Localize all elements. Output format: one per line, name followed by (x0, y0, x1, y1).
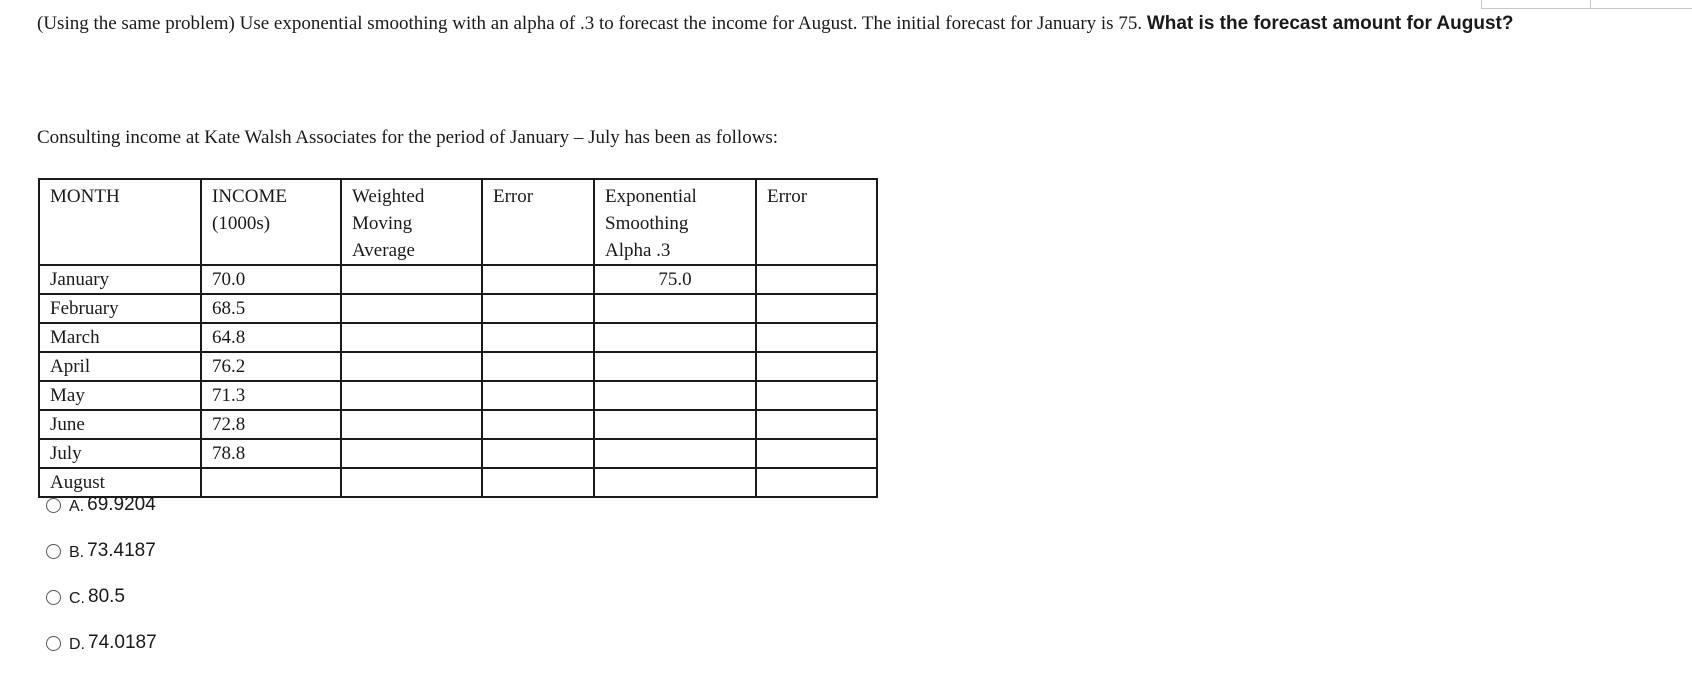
exp-cell (594, 439, 756, 468)
income-cell: 64.8 (201, 323, 341, 352)
income-cell: 76.2 (201, 352, 341, 381)
month-cell: July (39, 439, 201, 468)
table-row (39, 381, 877, 410)
header-exp-line1: Exponential (605, 186, 697, 207)
error-2-cell (756, 294, 877, 323)
intro-text: Consulting income at Kate Walsh Associates for the period of January – July has been as follows: (37, 127, 779, 148)
exp-cell (594, 323, 756, 352)
income-cell: 68.5 (201, 294, 341, 323)
error-2-cell (756, 323, 877, 352)
month-cell: May (39, 381, 201, 410)
table-row (39, 294, 877, 323)
header-exp-line3: Alpha .3 (605, 240, 671, 261)
wma-cell (341, 381, 482, 410)
error-1-cell (482, 352, 594, 381)
wma-cell (341, 468, 482, 497)
radio-button[interactable] (46, 498, 61, 513)
option-letter: D. (69, 636, 85, 653)
header-wma-line1: Weighted (352, 186, 425, 207)
header-wma (341, 179, 482, 265)
month-cell: June (39, 410, 201, 439)
option-letter: A. (69, 498, 85, 515)
option-value: 74.0187 (88, 632, 157, 653)
wma-cell (341, 294, 482, 323)
answer-option[interactable] (46, 539, 157, 563)
income-cell (201, 468, 341, 497)
income-cell: 78.8 (201, 439, 341, 468)
header-wma-line3: Average (352, 240, 415, 261)
option-letter: B. (69, 544, 85, 561)
option-value: 80.5 (88, 586, 125, 607)
income-table (38, 178, 878, 498)
wma-cell (341, 439, 482, 468)
error-1-cell (482, 381, 594, 410)
table-body (39, 265, 877, 497)
error-1-cell (482, 439, 594, 468)
exp-cell: 75.0 (594, 265, 756, 294)
error-1-cell (482, 323, 594, 352)
error-1-cell (482, 410, 594, 439)
table-row (39, 352, 877, 381)
table-row (39, 410, 877, 439)
wma-cell (341, 323, 482, 352)
header-error-1 (482, 179, 594, 265)
header-income-line2: (1000s) (212, 213, 271, 234)
month-cell: February (39, 294, 201, 323)
question-part1: (Using the same problem) Use exponential smoothing with an alpha of .3 to forecast the income for August. The initial forecast for January is 75. (37, 13, 1147, 34)
error-2-cell (756, 468, 877, 497)
header-income-line1: INCOME (212, 186, 287, 207)
error-1-cell (482, 265, 594, 294)
exp-cell (594, 381, 756, 410)
answer-option[interactable] (46, 631, 157, 655)
error-2-cell (756, 381, 877, 410)
header-wma-line2: Moving (352, 213, 413, 234)
month-cell: January (39, 265, 201, 294)
corner-tab-divider (1590, 0, 1591, 8)
error-2-cell (756, 410, 877, 439)
header-error-2 (756, 179, 877, 265)
header-income (201, 179, 341, 265)
income-cell: 70.0 (201, 265, 341, 294)
header-exp-line2: Smoothing (605, 213, 689, 234)
error-2-cell (756, 352, 877, 381)
exp-cell (594, 294, 756, 323)
table-row (39, 265, 877, 294)
answer-option[interactable] (46, 585, 157, 609)
table-row (39, 323, 877, 352)
month-cell: August (39, 468, 201, 497)
table-header-row (39, 179, 877, 265)
error-2-cell (756, 265, 877, 294)
month-cell: March (39, 323, 201, 352)
corner-tab (1481, 0, 1692, 9)
wma-cell (341, 352, 482, 381)
exp-cell (594, 410, 756, 439)
table-row (39, 439, 877, 468)
error-1-cell (482, 294, 594, 323)
wma-cell (341, 410, 482, 439)
question-text (37, 12, 1657, 36)
income-cell: 72.8 (201, 410, 341, 439)
option-letter: C. (69, 590, 85, 607)
exp-cell (594, 352, 756, 381)
question-part2: What is the forecast amount for August? (1146, 13, 1514, 34)
option-value: 69.9204 (87, 494, 156, 515)
header-exp (594, 179, 756, 265)
wma-cell (341, 265, 482, 294)
radio-button[interactable] (46, 590, 61, 605)
header-error-2-label: Error (767, 186, 808, 207)
table-row (39, 468, 877, 497)
header-error-1-label: Error (493, 186, 534, 207)
radio-button[interactable] (46, 544, 61, 559)
answer-options (46, 493, 157, 677)
error-2-cell (756, 439, 877, 468)
month-cell: April (39, 352, 201, 381)
income-cell: 71.3 (201, 381, 341, 410)
option-value: 73.4187 (87, 540, 156, 561)
exp-cell (594, 468, 756, 497)
error-1-cell (482, 468, 594, 497)
header-month-label: MONTH (50, 186, 120, 207)
radio-button[interactable] (46, 636, 61, 651)
answer-option[interactable] (46, 493, 157, 517)
header-month (39, 179, 201, 265)
